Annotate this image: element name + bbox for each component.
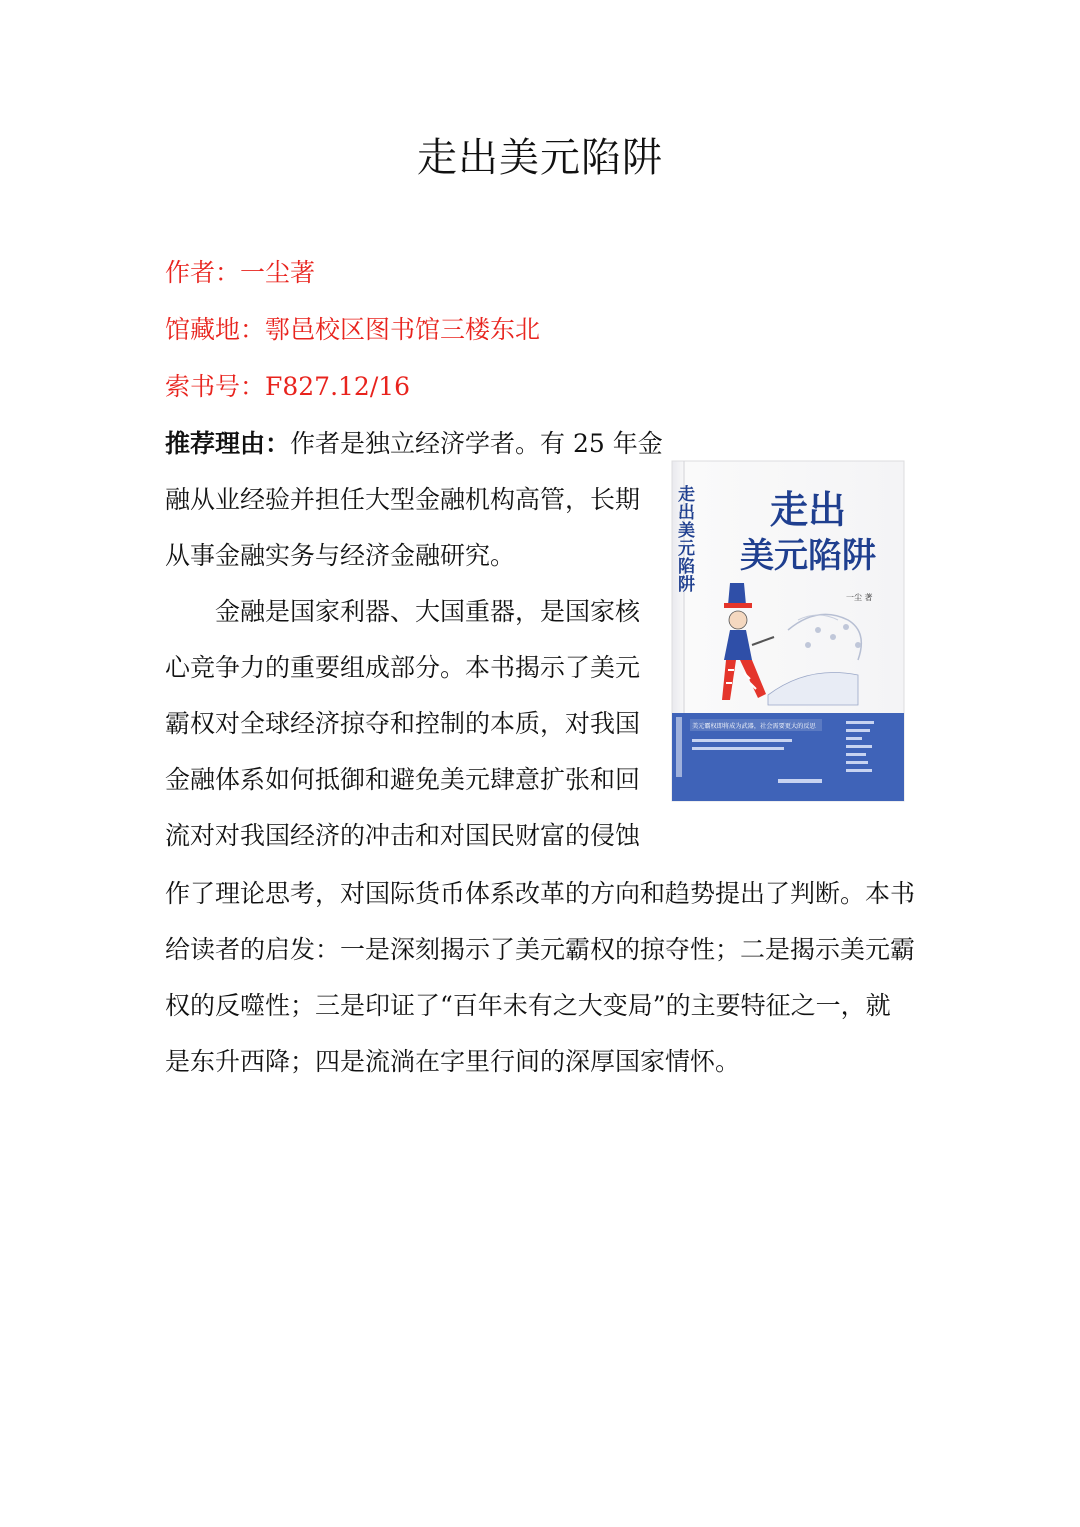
text-line: 霸权对全球经济掠夺和控制的本质，对我国 xyxy=(165,709,641,738)
cover-spine-title: 走出美元陷阱 xyxy=(674,485,694,593)
recommendation-narrow-block xyxy=(165,416,663,864)
cover-author: 一尘 著 xyxy=(846,593,873,602)
book-title: 走出美元陷阱 xyxy=(417,135,663,181)
text-line: 是东升西降；四是流淌在字里行间的深厚国家情怀。 xyxy=(165,1047,741,1076)
text-line xyxy=(165,416,663,472)
text-line: 权的反噬性；三是印证了“百年未有之大变局”的主要特征之一，就 xyxy=(165,991,891,1020)
text-line: 作了理论思考，对国际货币体系改革的方向和趋势提出了判断。本书 xyxy=(165,879,916,908)
text-line: 心竞争力的重要组成部分。本书揭示了美元 xyxy=(165,653,641,682)
call-number-line: 索书号：F827.12/16 xyxy=(165,372,411,401)
author-line: 作者：一尘著 xyxy=(165,258,316,287)
cover-title-top: 走出 xyxy=(769,488,847,532)
text-line: 给读者的启发：一是深刻揭示了美元霸权的掠夺性；二是揭示美元霸 xyxy=(165,935,916,964)
text-line: 流对对我国经济的冲击和对国民财富的侵蚀 xyxy=(165,821,641,850)
text-line: 金融是国家利器、大国重器，是国家核 xyxy=(215,597,641,626)
book-cover-image xyxy=(668,455,906,805)
location-line: 馆藏地：鄠邑校区图书馆三楼东北 xyxy=(165,315,541,344)
reason-label: 推荐理由： xyxy=(165,429,291,458)
cover-band-text: 美元霸权即将成为武器，社会需要更大的反思 xyxy=(692,723,816,730)
recommendation-wide-block xyxy=(165,866,917,1090)
text-span: 作者是独立经济学者。有 25 年金 xyxy=(290,429,663,458)
cover-title-bottom: 美元陷阱 xyxy=(740,536,876,576)
text-line: 融从业经验并担任大型金融机构高管，长期 xyxy=(165,485,641,514)
text-line: 从事金融实务与经济金融研究。 xyxy=(165,541,516,570)
text-line: 金融体系如何抵御和避免美元肆意扩张和回 xyxy=(165,765,641,794)
